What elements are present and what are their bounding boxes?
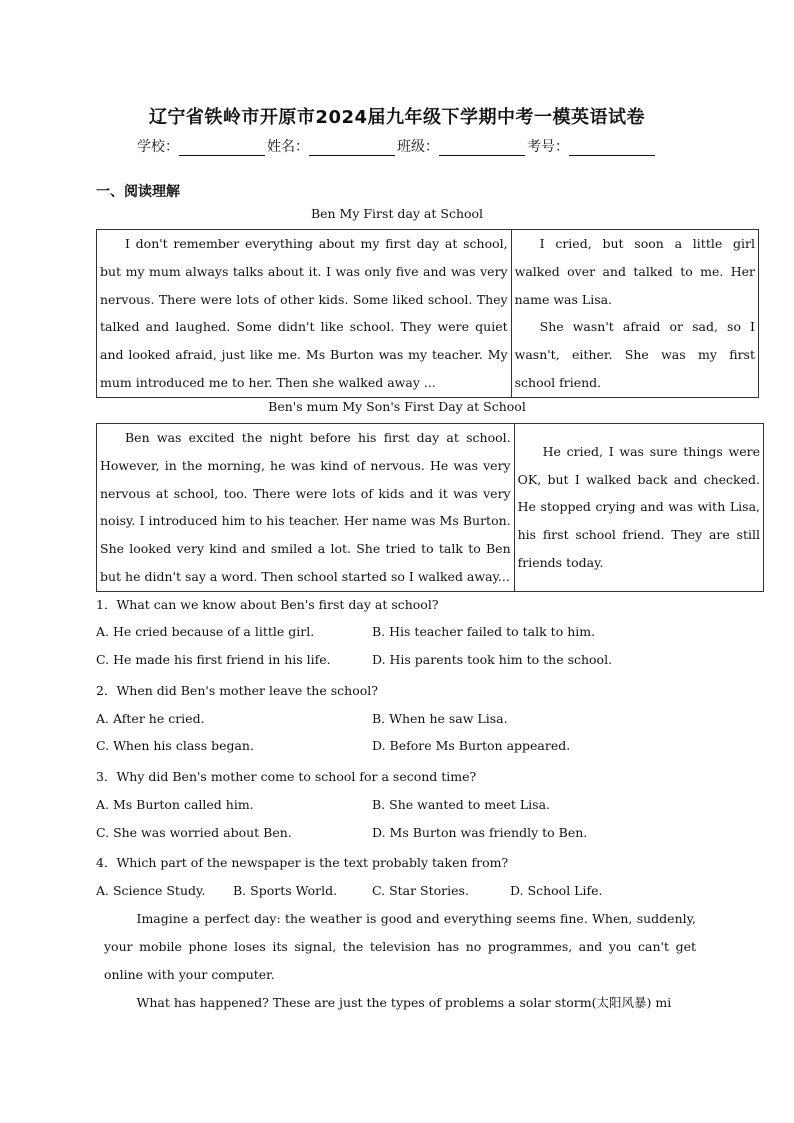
q3-option-b[interactable]: B. She wanted to meet Lisa. — [372, 797, 551, 812]
passage2-right-cell — [514, 424, 763, 592]
q3-option-d[interactable]: D. Ms Burton was friendly to Ben. — [372, 825, 588, 840]
passage1-right-text-2: She wasn't afraid or sad, so I wasn't, either. She was my first school friend. — [514, 319, 755, 390]
passage1-left-cell — [97, 230, 512, 398]
section-title: 一、阅读理解 — [96, 184, 180, 200]
q4-option-c[interactable]: C. Star Stories. — [372, 883, 469, 898]
page-title: 辽宁省铁岭市开原市2024届九年级下学期中考一模英语试卷 — [148, 107, 646, 128]
passage2-table — [96, 423, 764, 592]
passage1-table — [96, 229, 759, 398]
exam-number-blank — [569, 141, 655, 156]
class-blank — [439, 141, 525, 156]
q4-option-d[interactable]: D. School Life. — [510, 883, 603, 898]
passage3-paragraph-1: Imagine a perfect day: the weather is good and everything seems fine. When, suddenly, your mobile phone loses its signal, the television has no programmes, and you can't get online with your computer. — [104, 911, 696, 982]
passage3-paragraph-2: What has happened? These are just the types of problems a solar storm(太阳风暴) mi — [136, 995, 672, 1010]
q1-option-c[interactable]: C. He made his first friend in his life. — [96, 652, 331, 667]
school-field — [137, 136, 267, 156]
question-2: 2．When did Ben's mother leave the school? — [96, 683, 378, 698]
passage1-left-text: I don't remember everything about my first day at school, but my mum always talks about it. I was only five and was very nervous. There were lots of other kids. Some liked school. They talked and laughed. Some didn't like school. They were quiet and looked afraid, just like me. Ms Burton was my teacher. My mum introduced me to her. Then she walked away ... — [100, 236, 508, 390]
q1-option-a[interactable]: A. He cried because of a little girl. — [96, 624, 315, 639]
q2-option-c[interactable]: C. When his class began. — [96, 738, 254, 753]
passage2-left-cell — [97, 424, 515, 592]
passage1-right-cell — [511, 230, 758, 398]
question-4: 4．Which part of the newspaper is the text probably taken from? — [96, 855, 509, 870]
passage2-right-text: He cried, I was sure things were OK, but I walked back and checked. He stopped crying and was with Lisa, his first school friend. They are still friends today. — [517, 443, 760, 571]
school-blank — [179, 141, 265, 156]
q4-option-a[interactable]: A. Science Study. — [96, 883, 206, 898]
passage1-right-text-1: I cried, but soon a little girl walked over and talked to me. Her name was Lisa. — [514, 236, 755, 307]
q2-option-b[interactable]: B. When he saw Lisa. — [372, 711, 508, 726]
q3-option-a[interactable]: A. Ms Burton called him. — [96, 797, 254, 812]
q1-option-d[interactable]: D. His parents took him to the school. — [372, 652, 613, 667]
class-label: 班级： — [397, 139, 439, 155]
exam-number-label: 考号： — [527, 139, 569, 155]
q4-option-b[interactable]: B. Sports World. — [233, 883, 338, 898]
exam-number-field — [527, 136, 657, 156]
student-info-line — [0, 136, 794, 156]
question-3: 3．Why did Ben's mother come to school for a second time? — [96, 769, 477, 784]
passage1-caption: Ben My First day at School — [310, 206, 484, 221]
passage2-left-text: Ben was excited the night before his first day at school. However, in the morning, he was kind of nervous. He was very nervous at school, too. There were lots of kids and it was very noisy. I introduced him to his teacher. Her name was Ms Burton. She looked very kind and smiled a lot. She tried to talk to Ben but he didn't say a word. Then school started so I walked away... — [100, 430, 511, 584]
name-blank — [309, 141, 395, 156]
name-label: 姓名： — [267, 139, 309, 155]
q2-option-a[interactable]: A. After he cried. — [96, 711, 205, 726]
question-1: 1．What can we know about Ben's first day at school? — [96, 597, 439, 612]
class-field — [397, 136, 527, 156]
q3-option-c[interactable]: C. She was worried about Ben. — [96, 825, 292, 840]
q2-option-d[interactable]: D. Before Ms Burton appeared. — [372, 738, 571, 753]
name-field — [267, 136, 397, 156]
school-label: 学校： — [137, 139, 179, 155]
passage2-caption: Ben's mum My Son's First Day at School — [268, 399, 526, 414]
q1-option-b[interactable]: B. His teacher failed to talk to him. — [372, 624, 596, 639]
